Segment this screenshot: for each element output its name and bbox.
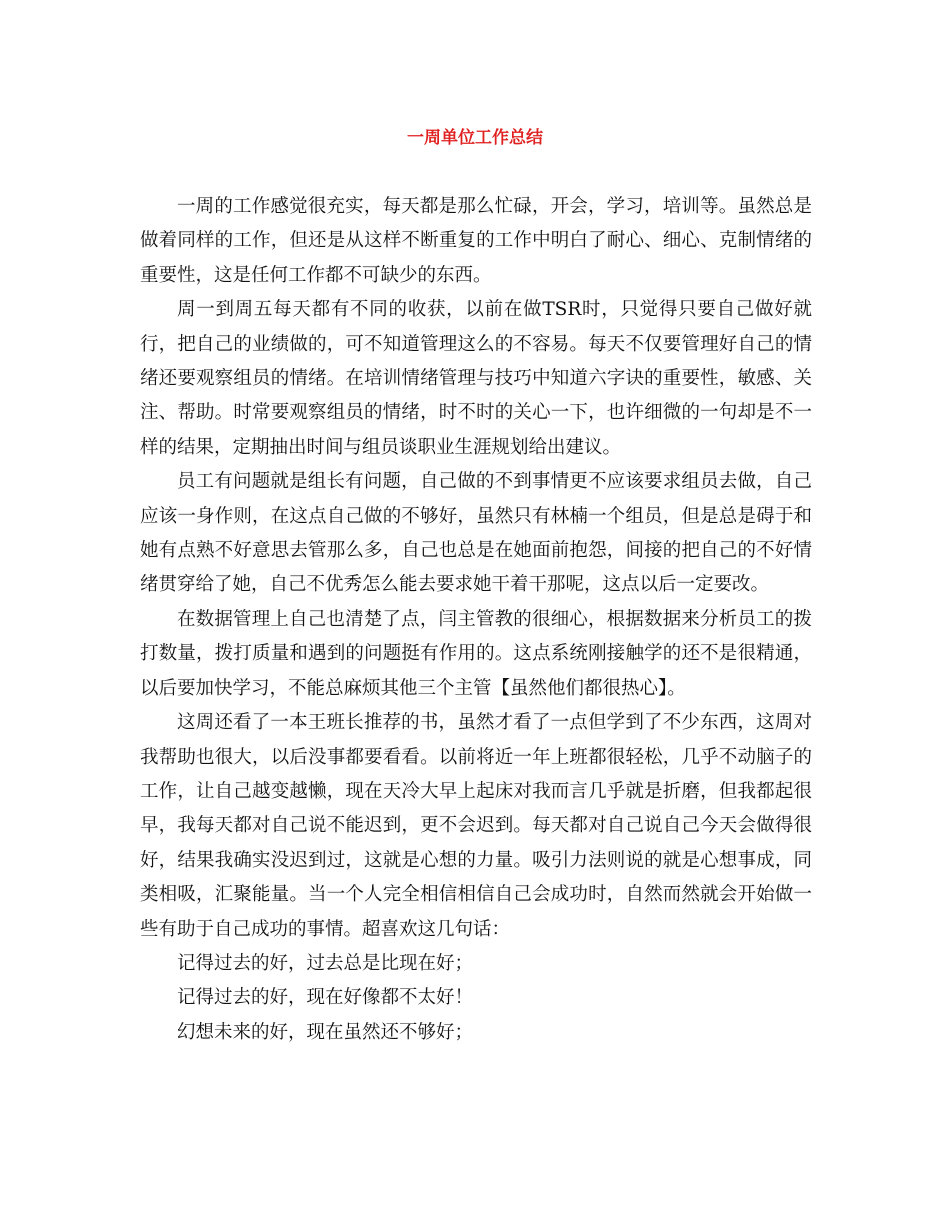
paragraph: 员工有问题就是组长有问题，自己做的不到事情更不应该要求组员去做，自己应该一身作则，在这点自己做的不够好，虽然只有林楠一个组员，但是总是碍于和她有点熟不好意思去管那么多，自己也总是在她面前抱怨，间接的把自己的不好情绪贯穿给了她，自己不优秀怎么能去要求她干着干那呢，这点以后一定要改。 bbox=[140, 471, 812, 596]
quote-line: 幻想未来的好，现在虽然还不够好； bbox=[177, 1021, 474, 1043]
paragraph: 周一到周五每天都有不同的收获，以前在做TSR时，只觉得只要自己做好就行，把自己的业绩做的，可不知道管理这么的不容易。每天不仅要管理好自己的情绪还要观察组员的情绪。在培训情绪管理与技巧中知道六字诀的重要性，敏感、关注、帮助。时常要观察组员的情绪，时不时的关心一下，也许细微的一句却是不一样的结果，定期抽出时间与组员谈职业生涯规划给出建议。 bbox=[140, 299, 812, 458]
paragraph: 一周的工作感觉很充实，每天都是那么忙碌，开会，学习，培训等。虽然总是做着同样的工作，但还是从这样不断重复的工作中明白了耐心、细心、克制情绪的重要性，这是任何工作都不可缺少的东西。 bbox=[140, 196, 812, 286]
document-body bbox=[140, 190, 812, 1050]
quote-line: 记得过去的好，现在好像都不太好！ bbox=[177, 987, 474, 1009]
document-title: 一周单位工作总结 bbox=[407, 128, 543, 148]
paragraph: 这周还看了一本王班长推荐的书，虽然才看了一点但学到了不少东西，这周对我帮助也很大，以后没事都要看看。以前将近一年上班都很轻松，几乎不动脑子的工作，让自己越变越懒，现在天冷大早上起床对我而言几乎就是折磨，但我都起很早，我每天都对自己说不能迟到，更不会迟到。每天都对自己说自己今天会做得很好，结果我确实没迟到过，这就是心想的力量。吸引力法则说的就是心想事成，同类相吸，汇聚能量。当一个人完全相信相信自己会成功时，自然而然就会开始做一些有助于自己成功的事情。超喜欢这几句话： bbox=[140, 712, 812, 940]
paragraph: 在数据管理上自己也清楚了点，闫主管教的很细心，根据数据来分析员工的拨打数量，拨打质量和遇到的问题挺有作用的。这点系统刚接触学的还不是很精通，以后要加快学习，不能总麻烦其他三个主管【虽然他们都很热心】。 bbox=[140, 608, 812, 699]
quote-line: 记得过去的好，过去总是比现在好； bbox=[177, 952, 474, 974]
